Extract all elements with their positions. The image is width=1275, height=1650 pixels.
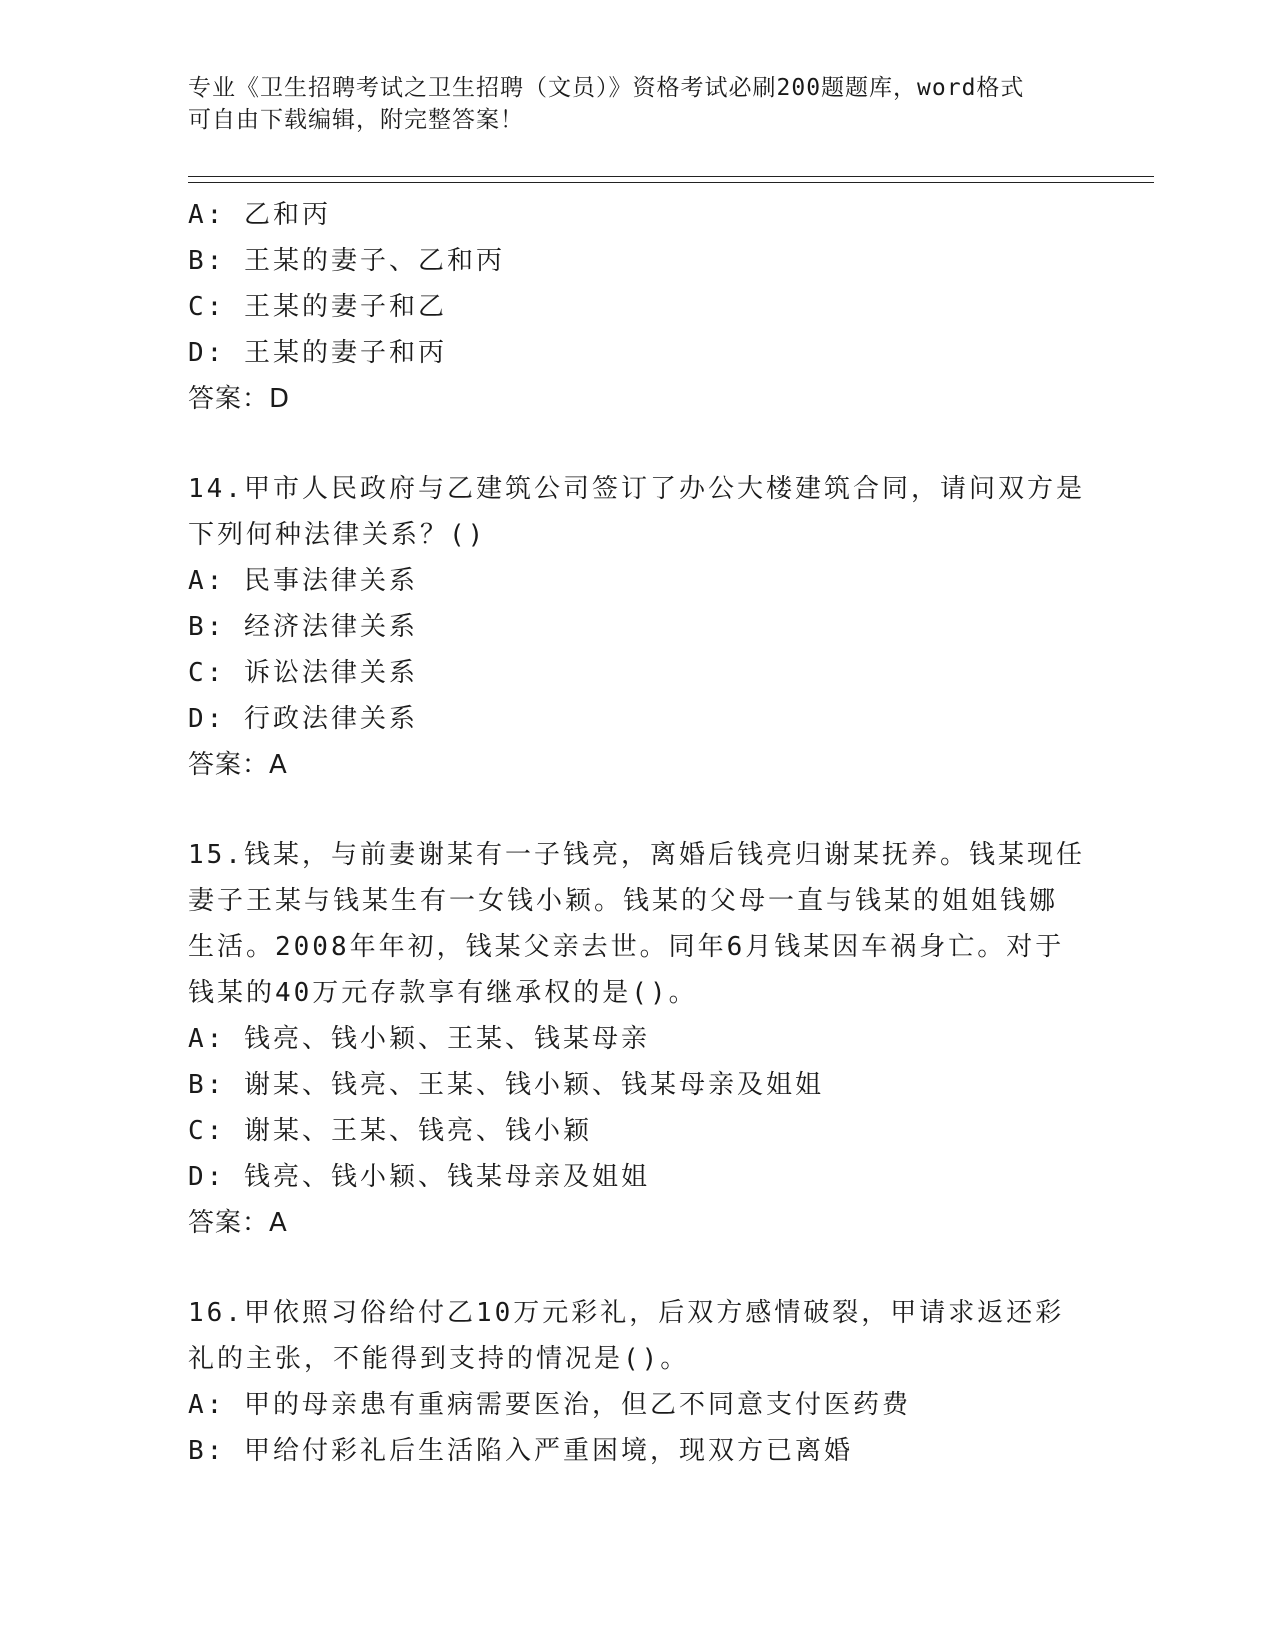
option-b: B: 谢某、钱亮、王某、钱小颖、钱某母亲及姐姐 <box>188 1070 824 1100</box>
question-text: 生活。2008年年初，钱某父亲去世。同年6月钱某因车祸身亡。对于 <box>188 932 1065 962</box>
option-a: A: 甲的母亲患有重病需要医治，但乙不同意支付医药费 <box>188 1390 911 1420</box>
option-b: B: 王某的妻子、乙和丙 <box>188 246 505 276</box>
option-a: A: 民事法律关系 <box>188 566 418 596</box>
option-c: C: 谢某、王某、钱亮、钱小颖 <box>188 1116 592 1146</box>
option-b: B: 经济法律关系 <box>188 612 418 642</box>
question-text: 妻子王某与钱某生有一女钱小颖。钱某的父母一直与钱某的姐姐钱娜 <box>188 886 1059 916</box>
question-text: 礼的主张，不能得到支持的情况是()。 <box>188 1344 690 1374</box>
header-divider-bottom <box>188 182 1154 183</box>
spacer <box>188 422 1088 466</box>
header-divider-top <box>188 176 1154 177</box>
answer-line: 答案：A <box>188 1208 288 1238</box>
header-line-1: 专业《卫生招聘考试之卫生招聘（文员）》资格考试必刷200题题库，word格式 <box>188 75 1025 101</box>
question-content <box>188 192 1088 1474</box>
option-d: D: 行政法律关系 <box>188 704 418 734</box>
option-a: A: 钱亮、钱小颖、王某、钱某母亲 <box>188 1024 650 1054</box>
question-text: 钱某的40万元存款享有继承权的是()。 <box>188 978 698 1008</box>
question-text: 15.钱某，与前妻谢某有一子钱亮，离婚后钱亮归谢某抚养。钱某现任 <box>188 840 1085 870</box>
question-15-block <box>188 832 1088 1246</box>
question-16-block <box>188 1290 1088 1474</box>
spacer <box>188 1246 1088 1290</box>
answer-line: 答案：D <box>188 384 291 414</box>
question-text: 14.甲市人民政府与乙建筑公司签订了办公大楼建筑合同，请问双方是 <box>188 474 1085 504</box>
option-d: D: 王某的妻子和丙 <box>188 338 447 368</box>
option-c: C: 诉讼法律关系 <box>188 658 418 688</box>
option-b: B: 甲给付彩礼后生活陷入严重困境，现双方已离婚 <box>188 1436 853 1466</box>
page-header <box>188 72 1088 136</box>
question-text: 下列何种法律关系？() <box>188 520 487 550</box>
question-13-block <box>188 192 1088 422</box>
option-a: A: 乙和丙 <box>188 200 331 230</box>
option-d: D: 钱亮、钱小颖、钱某母亲及姐姐 <box>188 1162 650 1192</box>
answer-line: 答案：A <box>188 750 288 780</box>
option-c: C: 王某的妻子和乙 <box>188 292 447 322</box>
header-line-2: 可自由下载编辑，附完整答案！ <box>188 107 524 133</box>
spacer <box>188 788 1088 832</box>
question-14-block <box>188 466 1088 788</box>
question-text: 16.甲依照习俗给付乙10万元彩礼，后双方感情破裂，甲请求返还彩 <box>188 1298 1065 1328</box>
